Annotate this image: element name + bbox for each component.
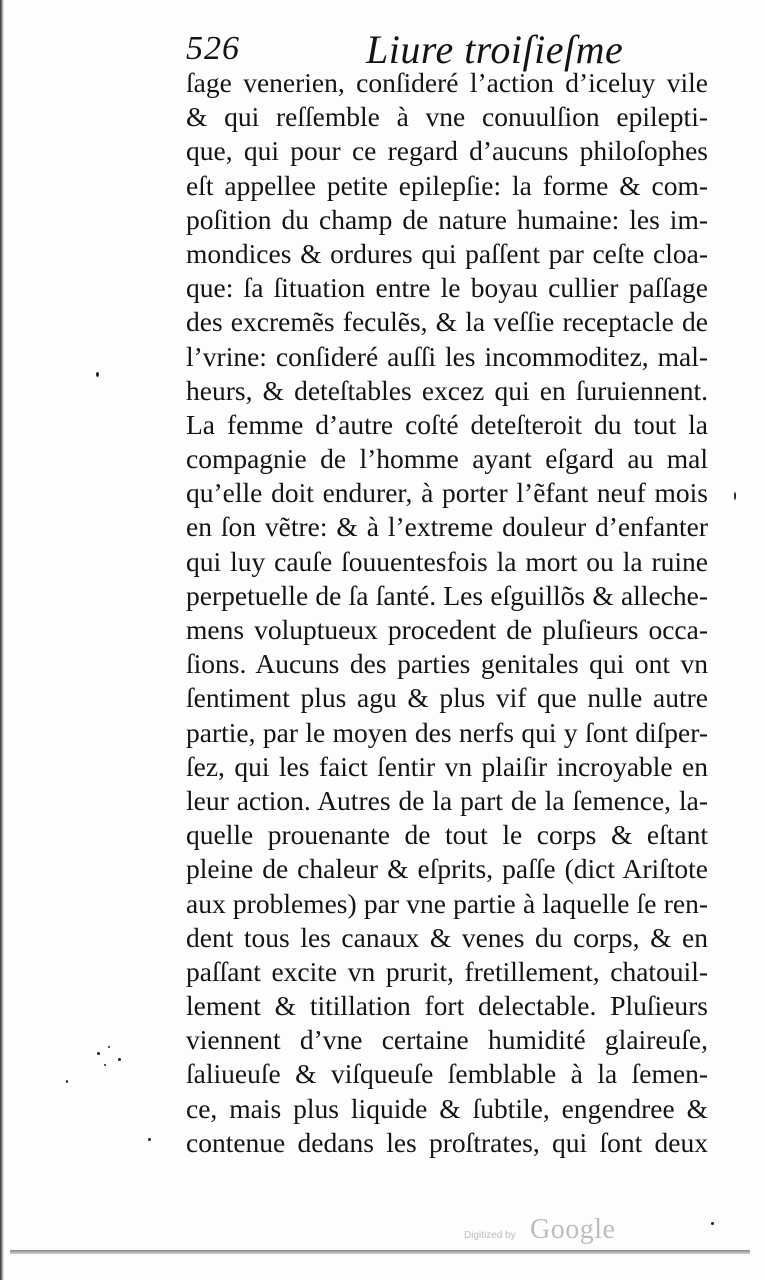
- page-bottom-edge: [10, 1250, 750, 1254]
- text-line: leur action. Autres de la part de la ſemence, la-: [186, 784, 708, 816]
- text-line: partie, par le moyen des nerfs qui y ſont diſper-: [186, 716, 708, 748]
- text-line: pleine de chaleur & eſprits, paſſe (dict Ariſtote: [186, 853, 708, 885]
- page-header: [186, 16, 706, 72]
- text-line: lement & titillation fort delectable. Pluſieurs: [186, 990, 708, 1022]
- page-number: 526: [186, 30, 240, 67]
- ink-speck: [96, 372, 99, 377]
- page-gutter-shadow: [0, 0, 4, 1280]
- ink-speck: [104, 1064, 106, 1066]
- watermark-prefix: Digitized by: [464, 1230, 516, 1241]
- text-line: ſage venerien, conſideré l’action d’iceluy vile: [186, 67, 708, 98]
- body-text: [186, 66, 708, 1160]
- text-line: ſions. Aucuns des parties genitales qui ont vn: [186, 648, 708, 680]
- text-line: contenue dedans les proſtrates, qui ſont deux: [186, 1126, 708, 1158]
- text-line: ſaliueuſe & viſqueuſe ſemblable à la ſemen-: [186, 1058, 708, 1090]
- text-line: dent tous les canaux & venes du corps, & en: [186, 921, 708, 953]
- ink-speck: [118, 1058, 121, 1061]
- text-line: en ſon vẽtre: & à l’extreme douleur d’enfanter: [186, 511, 708, 543]
- text-line: compagnie de l’homme ayant eſgard au mal: [186, 443, 708, 475]
- google-logo-text: Google: [530, 1214, 616, 1245]
- text-line: ſentiment plus agu & plus vif que nulle autre: [186, 682, 708, 714]
- text-line: perpetuelle de ſa ſanté. Les eſguillõs & alleche-: [186, 579, 708, 611]
- text-line: ſez, qui les faict ſentir vn plaiſir incroyable en: [186, 750, 708, 782]
- text-line: l’vrine: conſideré auſſi les incommoditez, mal-: [186, 340, 708, 372]
- text-line: mens voluptueux procedent de pluſieurs occa-: [186, 614, 708, 645]
- text-line: poſition du champ de nature humaine: les im-: [186, 203, 708, 235]
- text-line: aux problemes) par vne partie à laquelle ſe ren-: [186, 887, 708, 919]
- text-line: ce, mais plus liquide & ſubtile, engendree &: [186, 1092, 708, 1124]
- text-line: heurs, & deteſtables excez qui en ſuruiennent.: [186, 374, 708, 406]
- digitized-watermark: [464, 1214, 624, 1250]
- text-line: que, qui pour ce regard d’aucuns philoſophes: [186, 135, 708, 167]
- ink-speck: [97, 1052, 100, 1055]
- text-line: paſſant excite vn prurit, fretillement, chatouil-: [186, 955, 708, 987]
- text-line: eſt appellee petite epilepſie: la forme & com-: [186, 169, 708, 201]
- text-line: & qui reſſemble à vne conuulſion epilepti-: [186, 101, 708, 133]
- text-line: mondices & ordures qui paſſent par ceſte cloa-: [186, 237, 708, 269]
- text-line: que: ſa ſituation entre le boyau cullier paſſage: [186, 272, 708, 304]
- running-head: Liure troiſieſme: [366, 27, 624, 72]
- text-line: qu’elle doit endurer, à porter l’ẽfant neuf mois: [186, 477, 708, 509]
- ink-speck: [734, 492, 736, 500]
- ink-speck: [66, 1080, 68, 1083]
- ink-speck: [148, 1138, 151, 1141]
- text-line: des excremẽs feculẽs, & la veſſie receptacle de: [186, 306, 708, 338]
- text-line: quelle prouenante de tout le corps & eſtant: [186, 819, 708, 851]
- ink-speck: [711, 1222, 714, 1225]
- text-line: viennent d’vne certaine humidité glaireuſe,: [186, 1024, 708, 1056]
- text-line: qui luy cauſe ſouuentesfois la mort ou la ruine: [186, 545, 708, 577]
- text-line: La femme d’autre coſté deteſteroit du tout la: [186, 408, 708, 440]
- ink-speck: [108, 1046, 110, 1048]
